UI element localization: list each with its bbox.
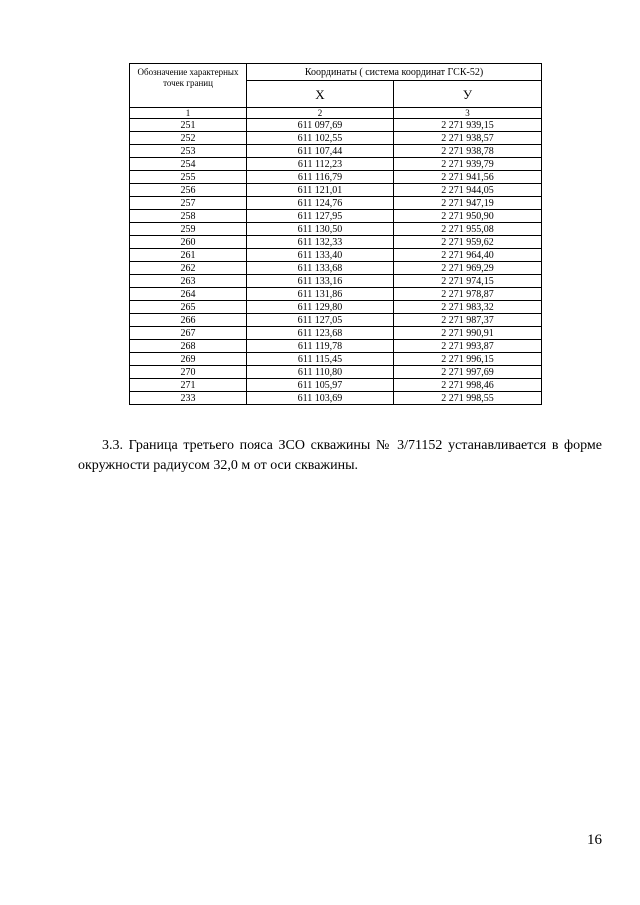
table-row — [130, 314, 542, 327]
point-cell: 251 — [130, 119, 247, 132]
table-row — [130, 392, 542, 405]
point-cell: 257 — [130, 197, 247, 210]
y-column-header: У — [394, 81, 542, 108]
y-cell: 2 271 983,32 — [394, 301, 542, 314]
y-cell: 2 271 997,69 — [394, 366, 542, 379]
table-row — [130, 249, 542, 262]
table-row — [130, 132, 542, 145]
table-row — [130, 275, 542, 288]
table-row — [130, 171, 542, 184]
x-cell: 611 105,97 — [247, 379, 394, 392]
x-cell: 611 133,40 — [247, 249, 394, 262]
x-cell: 611 127,05 — [247, 314, 394, 327]
y-cell: 2 271 974,15 — [394, 275, 542, 288]
x-cell: 611 097,69 — [247, 119, 394, 132]
y-cell: 2 271 964,40 — [394, 249, 542, 262]
x-cell: 611 115,45 — [247, 353, 394, 366]
coordinates-table — [129, 63, 542, 405]
point-cell: 266 — [130, 314, 247, 327]
y-cell: 2 271 938,78 — [394, 145, 542, 158]
table-body — [130, 119, 542, 405]
x-cell: 611 131,86 — [247, 288, 394, 301]
table-row — [130, 236, 542, 249]
table-row — [130, 197, 542, 210]
point-cell: 255 — [130, 171, 247, 184]
table-row — [130, 301, 542, 314]
table-row — [130, 119, 542, 132]
coord-system-header: Координаты ( система координат ГСК-52) — [247, 64, 542, 81]
table-row — [130, 210, 542, 223]
table-row — [130, 366, 542, 379]
y-cell: 2 271 938,57 — [394, 132, 542, 145]
y-cell: 2 271 941,56 — [394, 171, 542, 184]
y-cell: 2 271 950,90 — [394, 210, 542, 223]
x-cell: 611 124,76 — [247, 197, 394, 210]
y-cell: 2 271 969,29 — [394, 262, 542, 275]
y-cell: 2 271 996,15 — [394, 353, 542, 366]
point-cell: 267 — [130, 327, 247, 340]
x-cell: 611 130,50 — [247, 223, 394, 236]
column-number: 2 — [247, 108, 394, 119]
point-column-header: Обозначение характерных точек границ — [130, 64, 247, 108]
point-cell: 258 — [130, 210, 247, 223]
y-cell: 2 271 939,79 — [394, 158, 542, 171]
x-cell: 611 110,80 — [247, 366, 394, 379]
column-number: 1 — [130, 108, 247, 119]
table-row — [130, 288, 542, 301]
x-cell: 611 112,23 — [247, 158, 394, 171]
x-cell: 611 107,44 — [247, 145, 394, 158]
y-cell: 2 271 978,87 — [394, 288, 542, 301]
y-cell: 2 271 944,05 — [394, 184, 542, 197]
x-cell: 611 123,68 — [247, 327, 394, 340]
point-cell: 270 — [130, 366, 247, 379]
y-cell: 2 271 987,37 — [394, 314, 542, 327]
y-cell: 2 271 990,91 — [394, 327, 542, 340]
y-cell: 2 271 993,87 — [394, 340, 542, 353]
table-row — [130, 158, 542, 171]
table-row — [130, 340, 542, 353]
column-number: 3 — [394, 108, 542, 119]
x-cell: 611 133,16 — [247, 275, 394, 288]
table-row — [130, 184, 542, 197]
point-cell: 271 — [130, 379, 247, 392]
page-number: 16 — [587, 832, 602, 848]
x-cell: 611 121,01 — [247, 184, 394, 197]
x-column-header: X — [247, 81, 394, 108]
x-cell: 611 116,79 — [247, 171, 394, 184]
y-cell: 2 271 998,55 — [394, 392, 542, 405]
x-cell: 611 132,33 — [247, 236, 394, 249]
y-cell: 2 271 955,08 — [394, 223, 542, 236]
table-row — [130, 327, 542, 340]
point-cell: 233 — [130, 392, 247, 405]
table-row — [130, 353, 542, 366]
y-cell: 2 271 939,15 — [394, 119, 542, 132]
point-cell: 268 — [130, 340, 247, 353]
x-cell: 611 119,78 — [247, 340, 394, 353]
column-number-row — [130, 108, 542, 119]
table-row — [130, 379, 542, 392]
x-cell: 611 103,69 — [247, 392, 394, 405]
point-cell: 260 — [130, 236, 247, 249]
point-cell: 253 — [130, 145, 247, 158]
point-cell: 269 — [130, 353, 247, 366]
point-cell: 252 — [130, 132, 247, 145]
y-cell: 2 271 947,19 — [394, 197, 542, 210]
y-cell: 2 271 998,46 — [394, 379, 542, 392]
table-row — [130, 145, 542, 158]
paragraph-text: 3.3. Граница третьего пояса ЗСО скважины № 3/71152 устанавливается в форме окружности радиусом 32,0 м от оси скважины. — [78, 438, 602, 473]
point-cell: 259 — [130, 223, 247, 236]
point-cell: 264 — [130, 288, 247, 301]
point-cell: 254 — [130, 158, 247, 171]
point-cell: 262 — [130, 262, 247, 275]
x-cell: 611 129,80 — [247, 301, 394, 314]
section-paragraph — [78, 436, 602, 476]
x-cell: 611 127,95 — [247, 210, 394, 223]
point-cell: 256 — [130, 184, 247, 197]
x-cell: 611 102,55 — [247, 132, 394, 145]
point-cell: 265 — [130, 301, 247, 314]
x-cell: 611 133,68 — [247, 262, 394, 275]
table-row — [130, 223, 542, 236]
point-cell: 263 — [130, 275, 247, 288]
table-row — [130, 262, 542, 275]
y-cell: 2 271 959,62 — [394, 236, 542, 249]
point-cell: 261 — [130, 249, 247, 262]
